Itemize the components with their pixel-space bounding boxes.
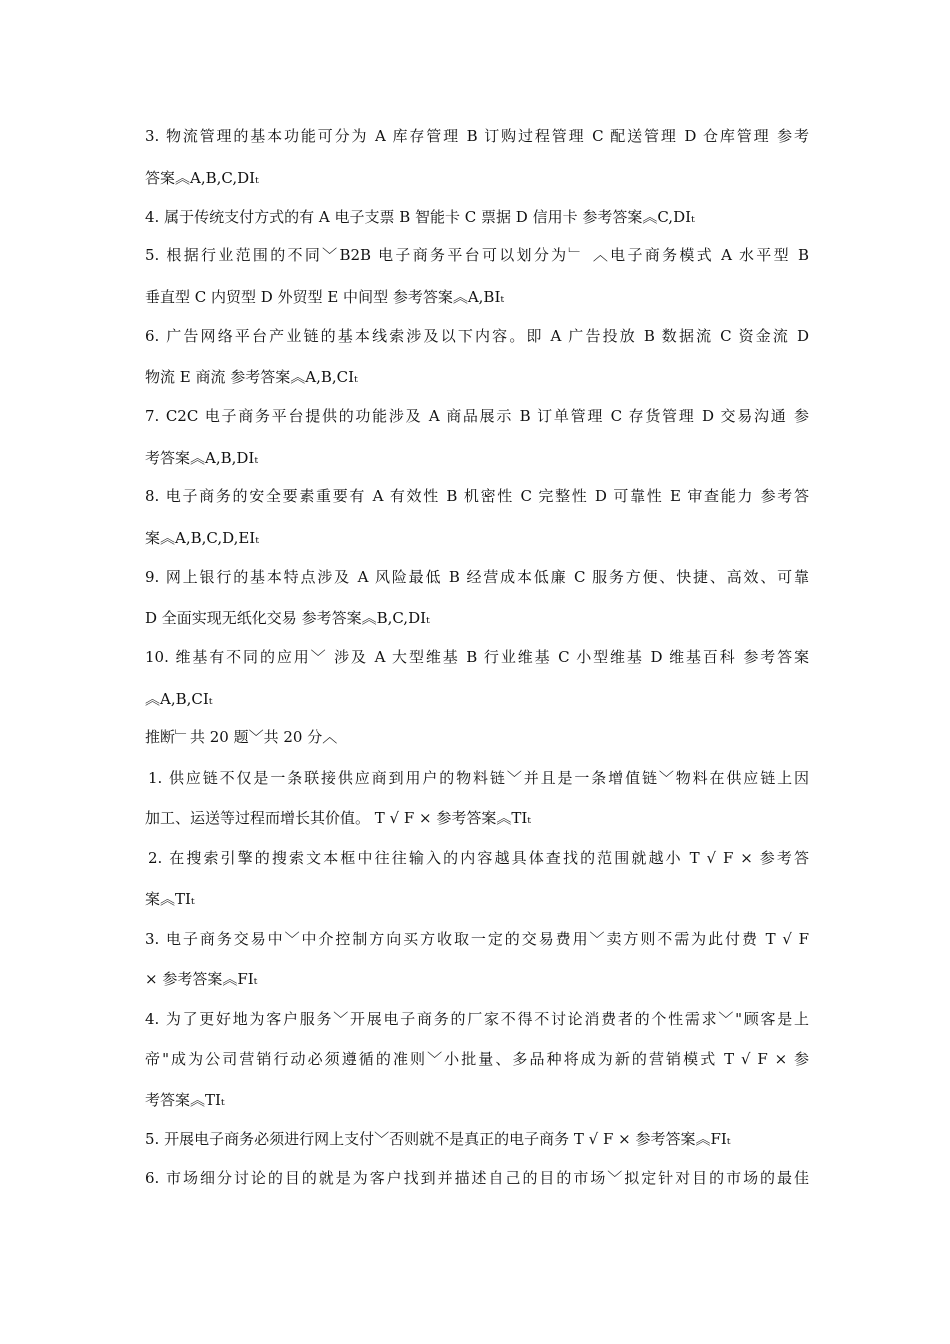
document-page [145,0,809,1344]
text-line: 4. 属于传统支付方式的有 A 电子支票 B 智能卡 C 票据 D 信用卡 参考答案︽C,DIₜ [145,208,695,226]
text-line: 垂直型 C 内贸型 D 外贸型 E 中间型 参考答案︽A,BIₜ [145,288,505,306]
text-line: 6. 市场细分讨论的目的就是为客户找到并描述自己的目的市场﹀拟定针对目的市场的最佳 [145,1169,809,1187]
text-line: 案︽TIₜ [145,890,195,908]
text-line: 2. 在搜索引擎的搜索文本框中往往输入的内容越具体查找的范围就越小 T √ F × 参考答 [148,849,809,867]
text-line: ︽A,B,CIₜ [145,690,213,708]
text-line: 考答案︽A,B,DIₜ [145,449,259,467]
text-line: 案︽A,B,C,D,EIₜ [145,529,259,547]
text-line: 10. 维基有不同的应用﹀ 涉及 A 大型维基 B 行业维基 C 小型维基 D 维基百科 参考答案 [145,648,809,666]
section-heading: 推断﹂共 20 题﹀共 20 分︿ [145,728,338,746]
text-line: D 全面实现无纸化交易 参考答案︽B,C,DIₜ [145,609,430,627]
text-line: 考答案︽TIₜ [145,1091,225,1109]
text-line: 8. 电子商务的安全要素重要有 A 有效性 B 机密性 C 完整性 D 可靠性 E 审查能力 参考答 [145,487,809,505]
text-line: × 参考答案︽FIₜ [145,970,258,988]
text-line: 9. 网上银行的基本特点涉及 A 风险最低 B 经营成本低廉 C 服务方便、快捷、高效、可靠 [145,568,809,586]
text-line: 3. 物流管理的基本功能可分为 A 库存管理 B 订购过程管理 C 配送管理 D 仓库管理 参考 [145,127,809,145]
text-line: 1. 供应链不仅是一条联接供应商到用户的物料链﹀并且是一条增值链﹀物料在供应链上因 [148,769,809,787]
text-line: 物流 E 商流 参考答案︽A,B,CIₜ [145,368,358,386]
text-line: 加工、运送等过程而增长其价值。 T √ F × 参考答案︽TIₜ [145,809,532,827]
text-line: 4. 为了更好地为客户服务﹀开展电子商务的厂家不得不讨论消费者的个性需求﹀"顾客是上 [145,1010,809,1028]
text-line: 5. 开展电子商务必须进行网上支付﹀否则就不是真正的电子商务 T √ F × 参考答案︽FIₜ [145,1130,731,1148]
text-line: 3. 电子商务交易中﹀中介控制方向买方收取一定的交易费用﹀卖方则不需为此付费 T √ F [145,930,809,948]
text-line: 7. C2C 电子商务平台提供的功能涉及 A 商品展示 B 订单管理 C 存货管理 D 交易沟通 参 [145,407,809,425]
text-line: 答案︽A,B,C,DIₜ [145,169,259,187]
text-line: 6. 广告网络平台产业链的基本线索涉及以下内容。即 A 广告投放 B 数据流 C 资金流 D [145,327,809,345]
text-line: 帝"成为公司营销行动必须遵循的准则﹀小批量、多品种将成为新的营销模式 T √ F × 参 [145,1050,809,1068]
text-line: 5. 根据行业范围的不同﹀B2B 电子商务平台可以划分为﹂ ︿电子商务模式 A 水平型 B [145,246,809,264]
